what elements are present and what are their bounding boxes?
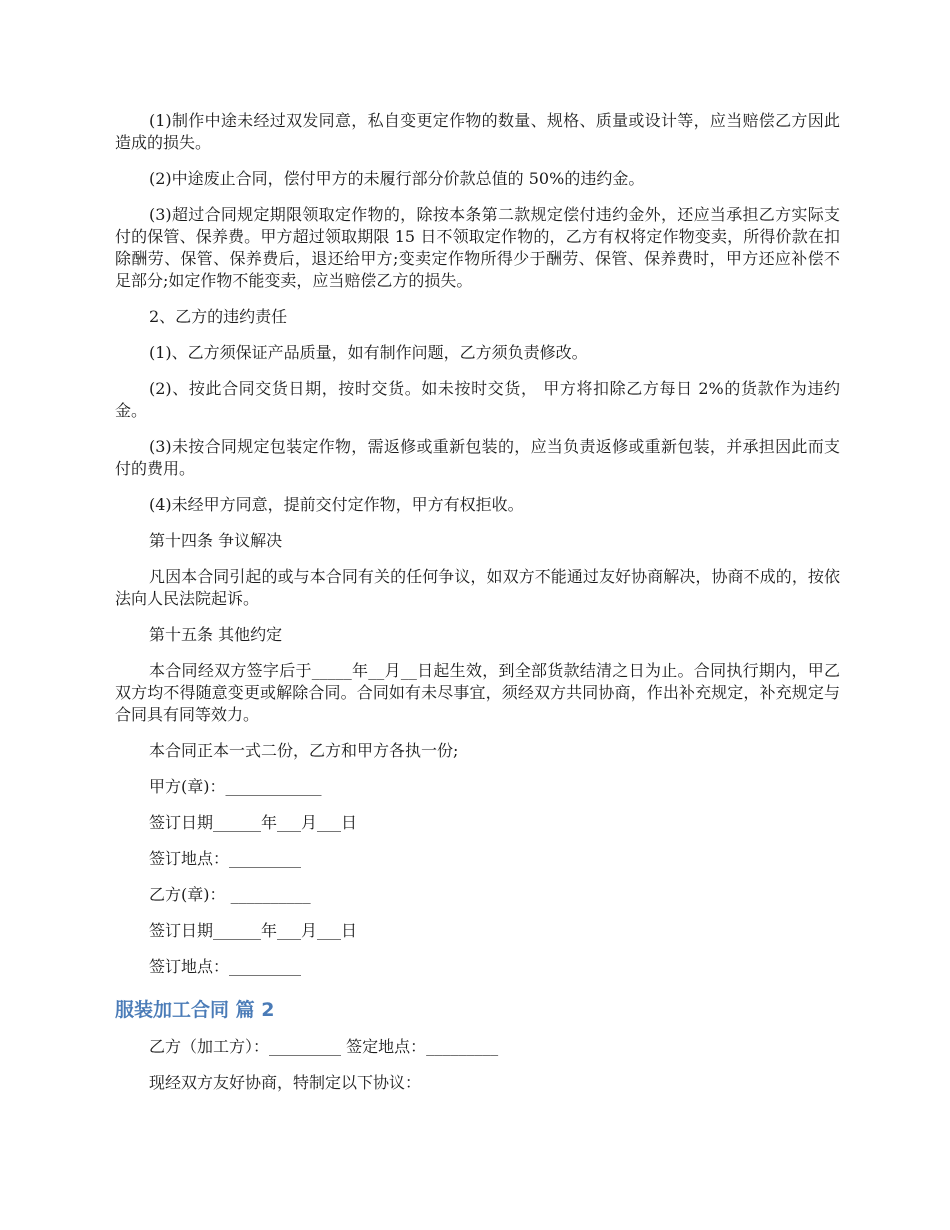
clause-paragraph: (1)、乙方须保证产品质量，如有制作问题，乙方须负责修改。 <box>149 343 588 362</box>
section-heading: 服装加工合同 篇 2 <box>115 999 275 1021</box>
article-title: 第十五条 其他约定 <box>149 625 283 644</box>
document-page <box>115 110 840 1108</box>
clause-paragraph: 凡因本合同引起的或与本合同有关的任何争议，如双方不能通过友好协商解决，协商不成的，按依法向人民法院起诉。 <box>115 567 840 608</box>
signature-place-line: 签订地点：_________ <box>149 849 302 868</box>
signature-line: 甲方(章)：____________ <box>149 777 322 796</box>
article-title: 第十四条 争议解决 <box>149 531 283 550</box>
signature-date-line: 签订日期______年___月___日 <box>149 813 358 832</box>
clause-paragraph: 本合同经双方签字后于_____年__月__日起生效，到全部货款结清之日为止。合同执行期内，甲乙双方均不得随意变更或解除合同。合同如有未尽事宜，须经双方共同协商，作出补充规定，补充规定与合同具有同等效力。 <box>115 661 840 724</box>
clause-paragraph: (2)中途废止合同，偿付甲方的未履行部分价款总值的 50%的违约金。 <box>149 169 645 188</box>
intro-line: 现经双方友好协商，特制定以下协议： <box>149 1073 422 1092</box>
clause-paragraph: 本合同正本一式二份，乙方和甲方各执一份; <box>149 741 459 760</box>
signature-place-line: 签订地点：_________ <box>149 957 302 976</box>
clause-paragraph: (1)制作中途未经过双发同意，私自变更定作物的数量、规格、质量或设计等，应当赔偿乙方因此造成的损失。 <box>115 111 840 152</box>
clause-paragraph: (3)未按合同规定包装定作物，需返修或重新包装的，应当负责返修或重新包装，并承担因此而支付的费用。 <box>115 437 840 478</box>
clause-paragraph: (2)、按此合同交货日期，按时交货。如未按时交货， 甲方将扣除乙方每日 2%的货款作为违约金。 <box>115 379 840 420</box>
clause-paragraph: (4)未经甲方同意，提前交付定作物，甲方有权拒收。 <box>149 495 524 514</box>
signature-line: 乙方(章)： __________ <box>149 885 311 904</box>
signature-date-line: 签订日期______年___月___日 <box>149 921 358 940</box>
signature-block <box>115 776 840 978</box>
clause-paragraph: (3)超过合同规定期限领取定作物的，除按本条第二款规定偿付违约金外，还应当承担乙方实际支付的保管、保养费。甲方超过领取期限 15 日不领取定作物的，乙方有权将定作物变卖，所得价款在扣除酬劳、保管、保养费后，退还给甲方;变卖定作物所得少于酬劳、保管、保养费时，甲方还应补偿不足部分;如定作物不能变卖，应当赔偿乙方的损失。 <box>115 205 840 290</box>
subsection-title: 2、乙方的违约责任 <box>149 307 288 326</box>
party-info-line: 乙方（加工方）：_________ 签定地点：_________ <box>149 1037 499 1056</box>
